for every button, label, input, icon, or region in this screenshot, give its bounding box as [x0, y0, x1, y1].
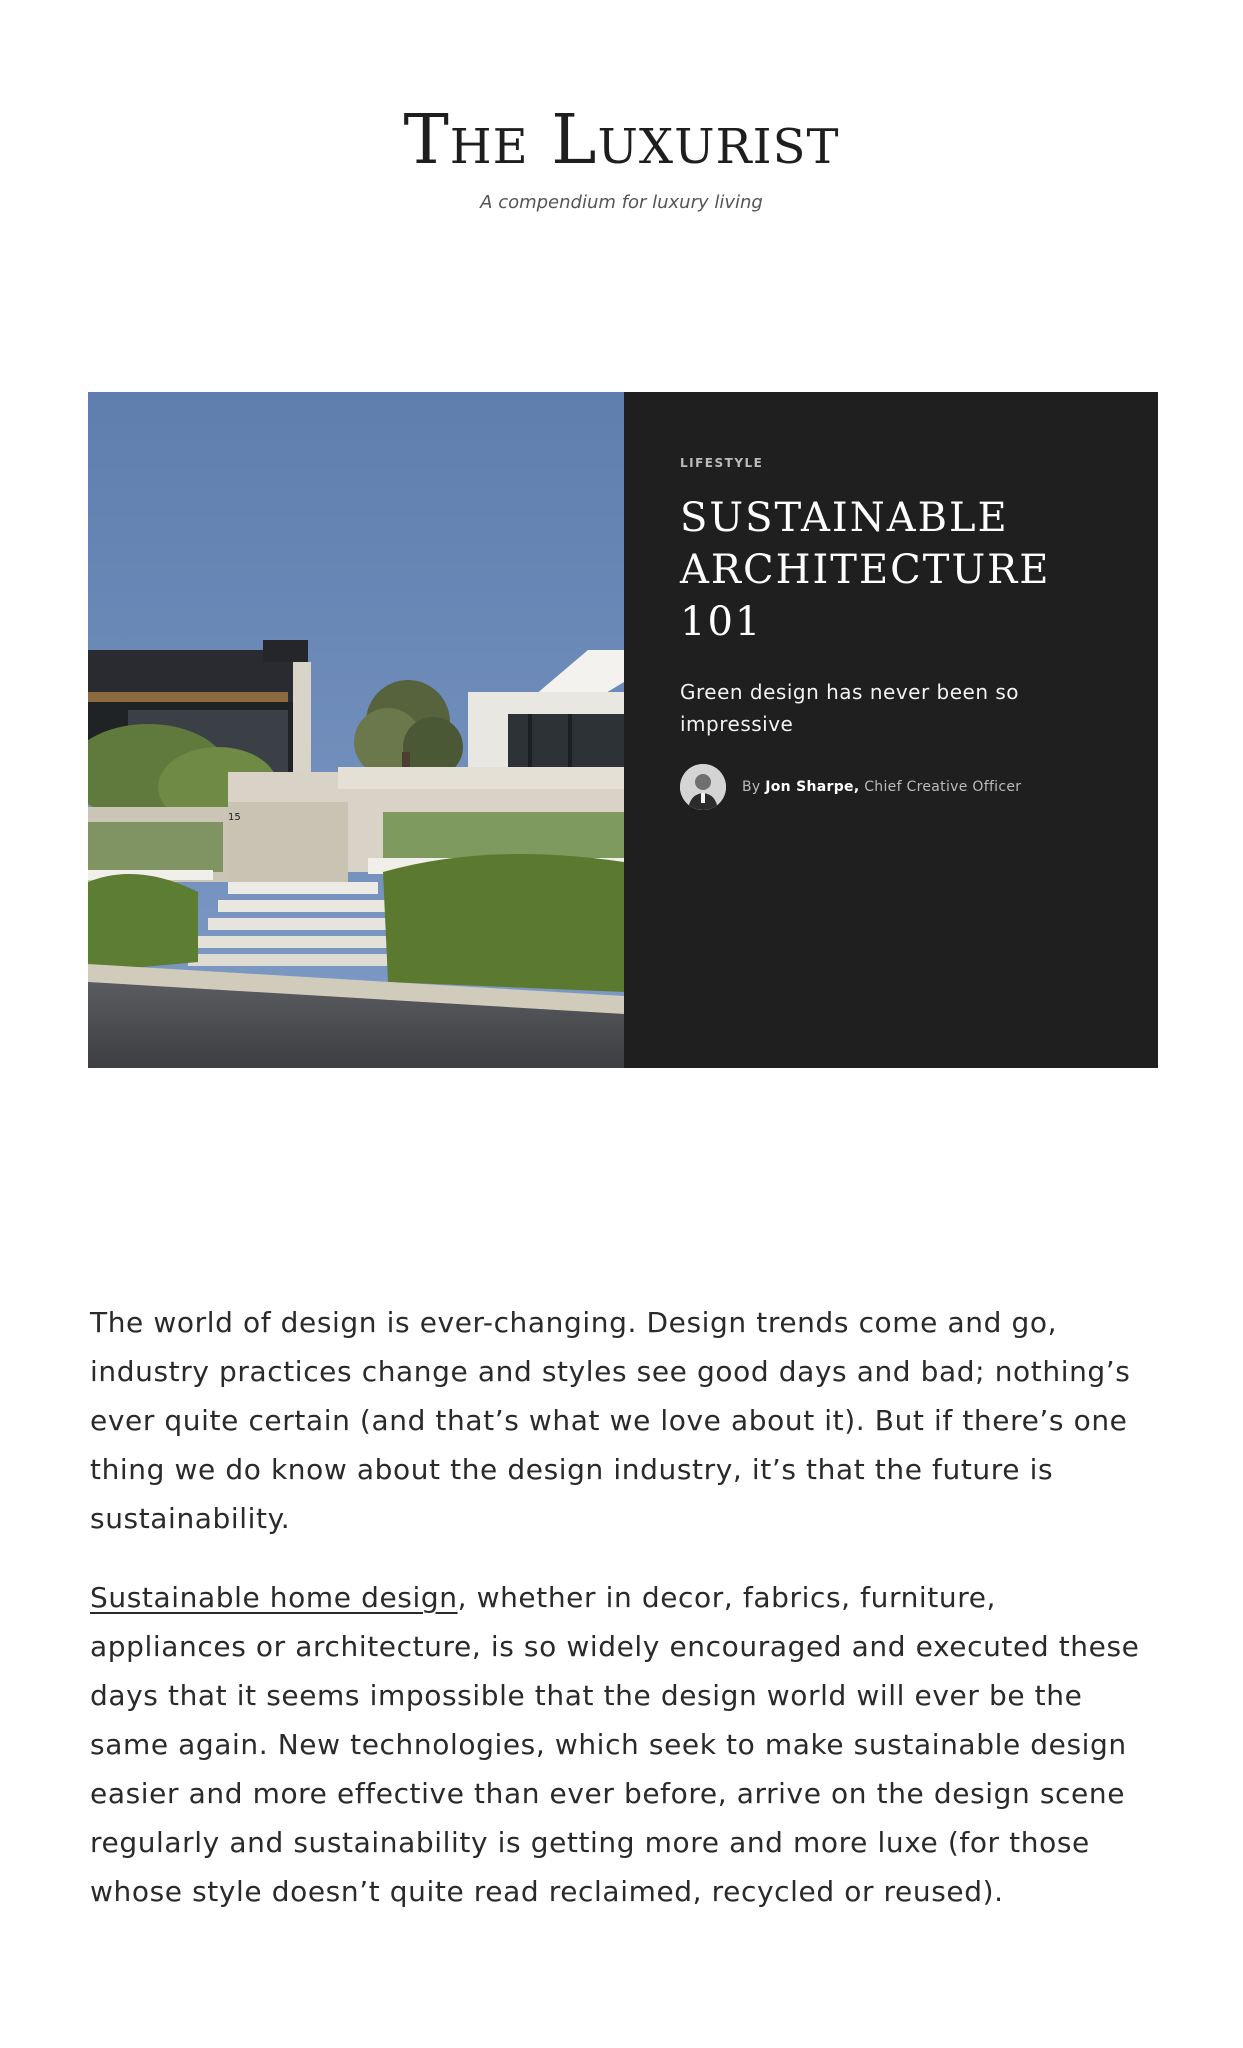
category-label[interactable]: LIFESTYLE	[680, 456, 764, 470]
byline	[680, 764, 1102, 810]
author-name[interactable]: Jon Sharpe,	[765, 779, 860, 795]
site-logo[interactable]: The Luxurist	[403, 101, 840, 180]
article-paragraph-1: The world of design is ever-changing. Design trends come and go, industry practices change and styles see good days and bad; nothing’s ever quite certain (and that’s what we love about it). But if there’s one thing we do know about the design industry, it’s that the future is sustainability.	[90, 1306, 1131, 1535]
hero-image[interactable]	[88, 392, 624, 1068]
site-tagline: A compendium for luxury living	[480, 192, 763, 213]
byline-prefix: By	[742, 779, 766, 795]
byline-text	[742, 779, 1021, 795]
house-number: 15	[228, 812, 241, 823]
hero-feature[interactable]	[88, 392, 1158, 1068]
sustainable-home-design-link[interactable]: Sustainable home design	[90, 1581, 458, 1614]
hero-text-panel	[624, 392, 1158, 1068]
article-paragraph-2-text: , whether in decor, fabrics, furniture, appliances or architecture, is so widely encouraged and executed these days that it seems impossible that the design world will ever be the same again. New technologies, which seek to make sustainable design easier and more effective than ever before, arrive on the design scene regularly and sustainability is getting more and more luxe (for those whose style doesn’t quite read reclaimed, recycled or reused).	[90, 1581, 1140, 1908]
modern-house-photo	[88, 392, 624, 1068]
author-portrait-icon	[680, 764, 726, 810]
article-body	[90, 1298, 1160, 1946]
article-subtitle: Green design has never been so impressive	[680, 680, 1020, 736]
article-paragraph-2	[90, 1573, 1160, 1916]
masthead	[0, 101, 1243, 213]
article-title[interactable]: SUSTAINABLE ARCHITECTURE 101	[680, 495, 1051, 645]
author-role: Chief Creative Officer	[859, 779, 1022, 795]
author-avatar[interactable]	[680, 764, 726, 810]
